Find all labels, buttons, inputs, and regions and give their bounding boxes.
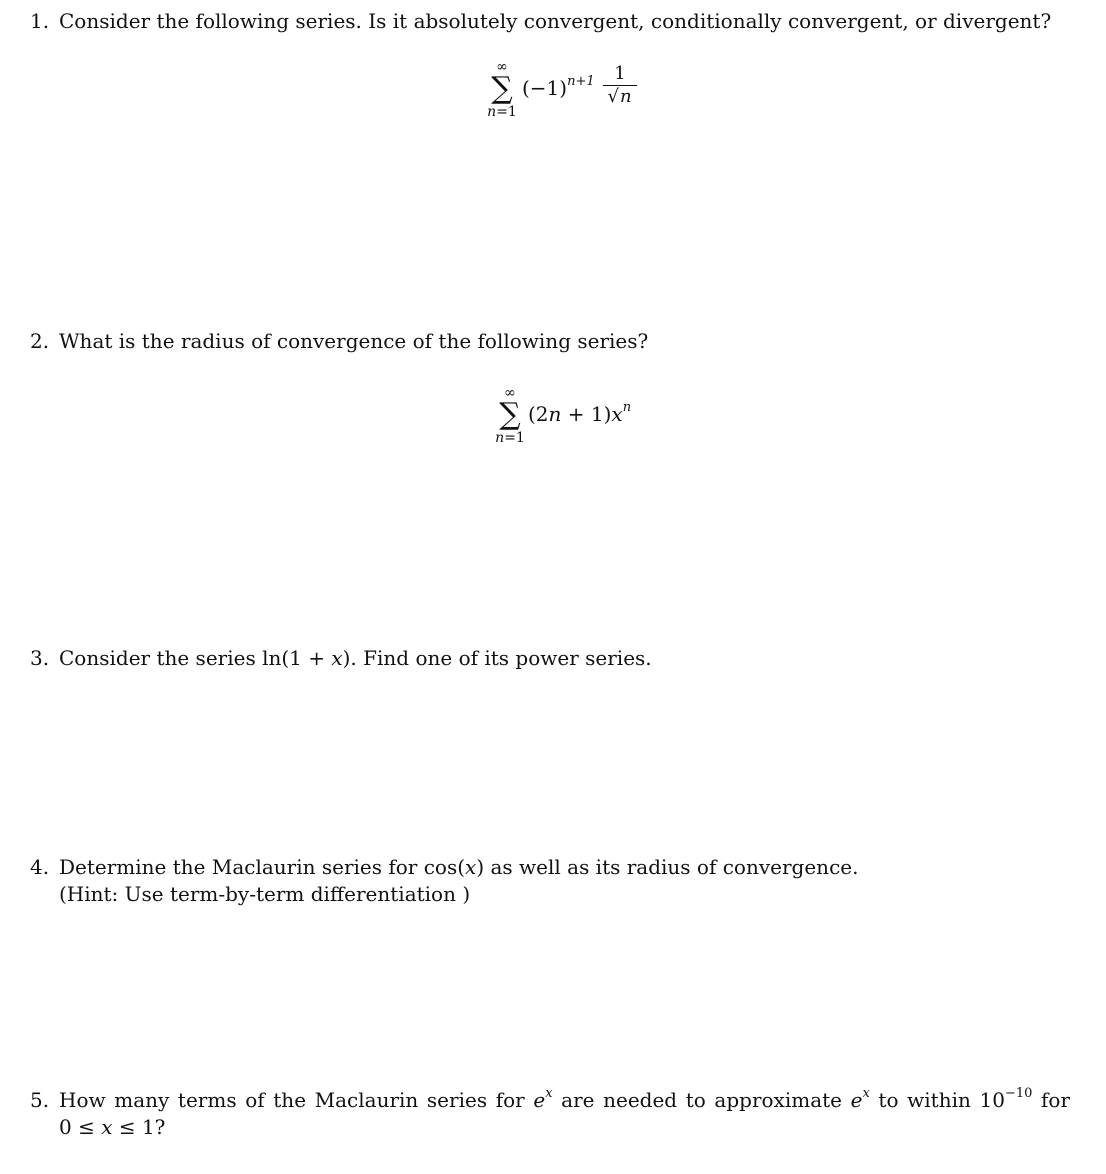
problem-number: 3. <box>30 646 50 670</box>
sum-upper-limit: ∞ <box>504 385 516 401</box>
series-term: $(2n + 1)x^n$ <box>528 400 632 426</box>
sigma-symbol: ∑ <box>491 71 513 106</box>
term-exponent: n+1 <box>567 74 595 90</box>
fraction-denominator: √n <box>607 86 632 107</box>
problem-number: 5. <box>30 1088 50 1112</box>
problem-hint: (Hint: Use term-by-term differentiation ) <box>59 882 471 906</box>
fraction <box>603 64 637 107</box>
fraction-numerator: 1 <box>614 63 626 84</box>
problem-5-line-2: 0 ≤ x ≤ 1? <box>59 1115 166 1139</box>
term-exponent: n <box>622 400 632 416</box>
problem-text: Consider the following series. Is it absolutely convergent, conditionally convergent, or divergent? <box>59 9 1052 33</box>
summation <box>488 386 532 446</box>
problem-2 <box>30 328 1080 355</box>
problem-5: 5. How many terms of the Maclaurin series for $e^x$ are needed to approximate $e^x$ to within $10^{-10}$ for 0 ≤ x ≤ 1? <box>30 1086 1071 1139</box>
term-base: (−1) <box>522 76 568 100</box>
problem-1 <box>30 8 1080 35</box>
sum-upper-limit: ∞ <box>496 59 508 75</box>
problem-4: 4. Determine the Maclaurin series for cos(x) as well as its radius of convergence. (Hint: Use term-by-term differentiation ) <box>30 854 1080 908</box>
series-term <box>522 76 595 100</box>
problem-text: What is the radius of convergence of the following series? <box>59 329 649 353</box>
problem-number: 4. <box>30 855 50 879</box>
sigma-symbol: ∑ <box>499 397 521 432</box>
sum-lower-limit: n=1 <box>495 430 525 446</box>
problem-3: 3. Consider the series ln(1 + x). Find one of its power series. <box>30 646 652 670</box>
problem-number: 1. <box>30 9 50 33</box>
summation <box>480 60 524 120</box>
problem-number: 2. <box>30 329 50 353</box>
sum-lower-limit: n=1 <box>487 104 517 120</box>
